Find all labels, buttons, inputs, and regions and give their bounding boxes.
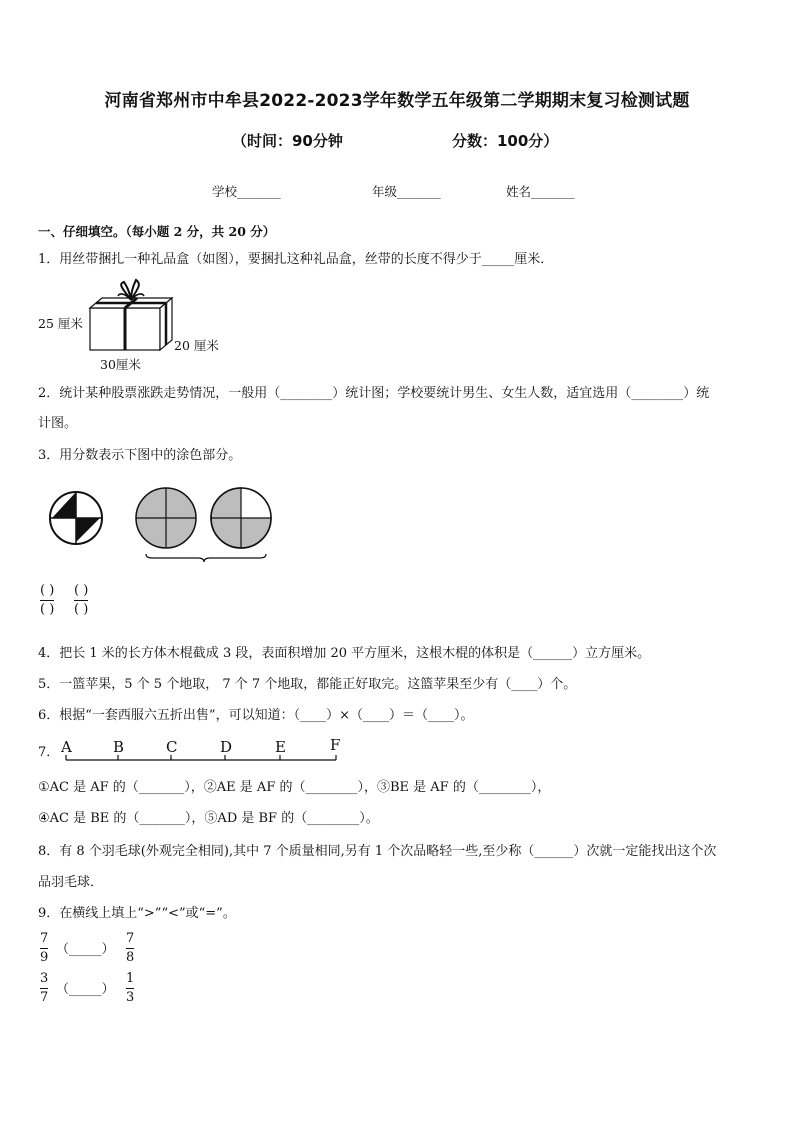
question-4: 4．把长 1 米的长方体木棍截成 3 段，表面积增加 20 平方厘米，这根木棍的体积是（______）立方厘米。 bbox=[38, 646, 651, 661]
box-depth-label: 20 厘米 bbox=[174, 338, 219, 353]
question-7-line2: ④AC 是 BE 的（_______），⑤AD 是 BF 的（________）。 bbox=[38, 811, 379, 826]
fraction-7-9: 7 9 bbox=[40, 931, 49, 965]
question-3: 3．用分数表示下图中的涂色部分。 bbox=[38, 448, 242, 463]
fraction-3-7: 3 7 bbox=[40, 971, 49, 1005]
question-9: 9．在横线上填上“>”“<”或“=”。 bbox=[38, 906, 236, 921]
compare-blank-1[interactable]: （_____） bbox=[56, 942, 115, 957]
grade-field[interactable]: 年级_______ bbox=[372, 184, 441, 199]
point-c-label: C bbox=[166, 738, 178, 756]
question-2-line1: 2．统计某种股票涨跌走势情况，一般用（________）统计图；学校要统计男生、女生人数，适宜选用（________）统 bbox=[38, 386, 710, 401]
exam-time: （时间：90分钟 bbox=[232, 132, 343, 150]
box-height-label: 25 厘米 bbox=[38, 316, 83, 331]
fraction-7-8: 7 8 bbox=[126, 931, 135, 965]
page-title: 河南省郑州市中牟县2022-2023学年数学五年级第二学期期末复习检测试题 bbox=[104, 91, 690, 111]
question-1: 1．用丝带捆扎一种礼品盒（如图），要捆扎这种礼品盒，丝带的长度不得少于_____厘米． bbox=[38, 252, 554, 267]
question-6: 6．根据“一套西服六五折出售”，可以知道：（____）×（____）＝（____）。 bbox=[38, 708, 474, 723]
exam-score: 分数：100分） bbox=[452, 132, 559, 150]
question-8-line2: 品羽毛球． bbox=[38, 875, 104, 890]
fraction-1-3: 1 3 bbox=[126, 971, 135, 1005]
gift-box-figure bbox=[88, 284, 178, 354]
question-5: 5．一篮苹果，5 个 5 个地取， 7 个 7 个地取，都能正好取完。这篮苹果至少有（____）个。 bbox=[38, 677, 577, 692]
compare-blank-2[interactable]: （_____） bbox=[56, 982, 115, 997]
name-field[interactable]: 姓名_______ bbox=[506, 184, 575, 199]
fraction-answer-1[interactable]: ( ) ( ) bbox=[40, 583, 55, 617]
point-b-label: B bbox=[113, 738, 125, 756]
line-segment-figure bbox=[60, 738, 350, 768]
question-7-line1: ①AC 是 AF 的（_______），②AE 是 AF 的（________），③BE 是 AF 的（________）， bbox=[38, 780, 551, 795]
question-8-line1: 8．有 8 个羽毛球(外观完全相同),其中 7 个质量相同,另有 1 个次品略轻一些,至少称（______）次就一定能找出这个次 bbox=[38, 844, 717, 859]
point-d-label: D bbox=[220, 738, 233, 756]
question-7-number: 7． bbox=[38, 745, 60, 760]
fraction-answer-2[interactable]: ( ) ( ) bbox=[74, 583, 89, 617]
section-heading: 一、仔细填空。（每小题 2 分，共 20 分） bbox=[38, 224, 276, 239]
school-field[interactable]: 学校_______ bbox=[212, 184, 281, 199]
question-2-line2: 计图。 bbox=[38, 416, 78, 431]
quarter-circle-figure bbox=[48, 490, 104, 546]
point-f-label: F bbox=[330, 736, 341, 754]
two-circles-figure bbox=[134, 486, 276, 566]
point-e-label: E bbox=[275, 738, 286, 756]
point-a-label: A bbox=[61, 738, 72, 756]
box-length-label: 30厘米 bbox=[100, 357, 141, 372]
